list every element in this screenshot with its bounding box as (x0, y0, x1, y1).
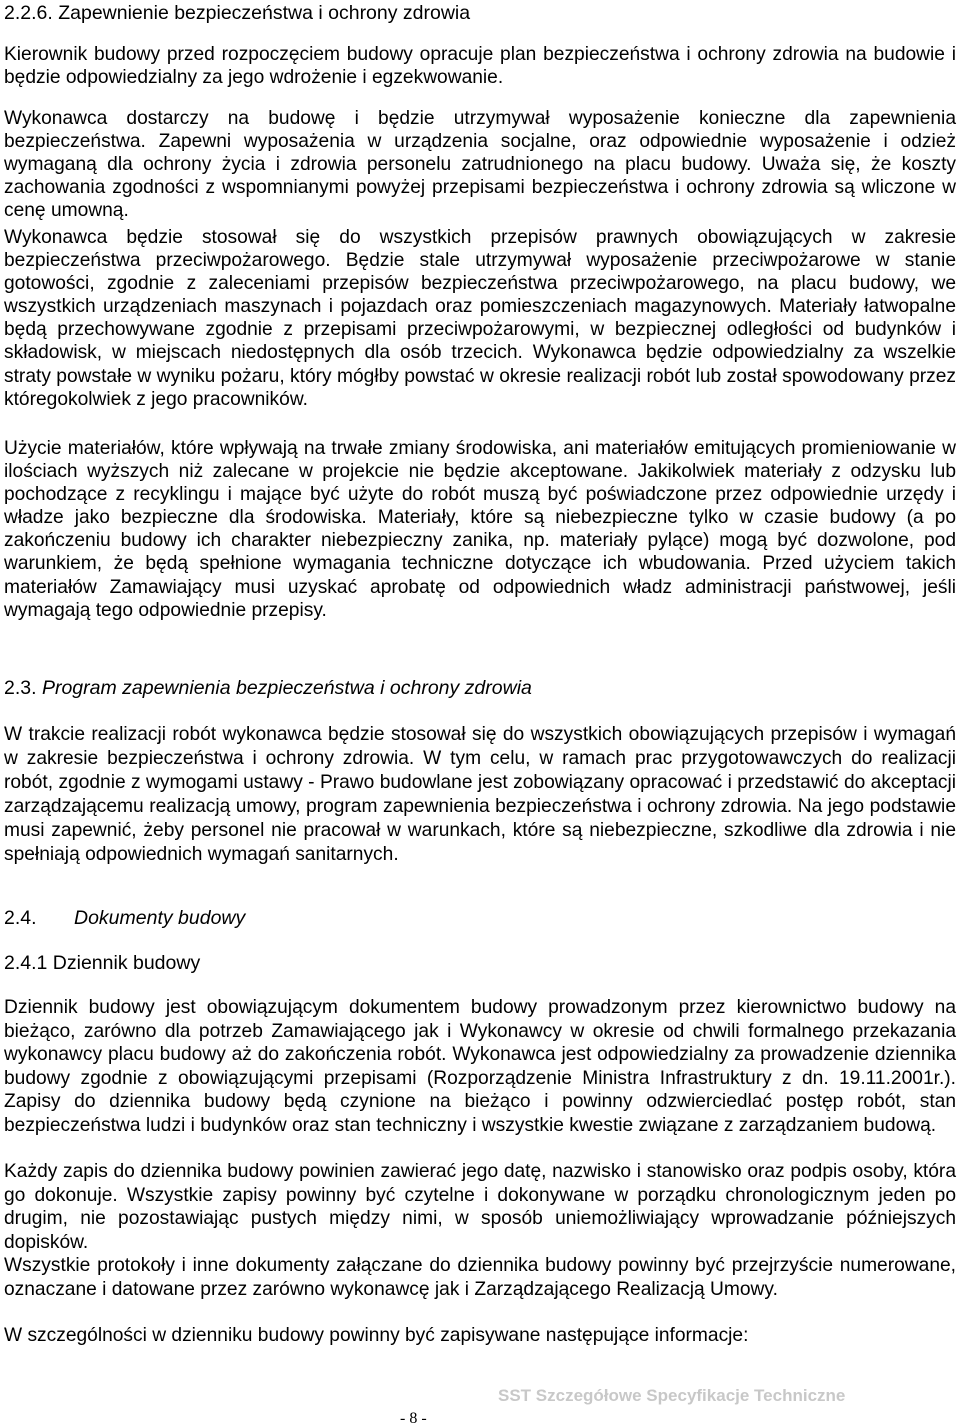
section-heading-2-3 (4, 676, 532, 700)
footer-spec-title: SST Szczegółowe Specyfikacje Techniczne (498, 1386, 846, 1405)
paragraph: W szczególności w dzienniku budowy powinny być zapisywane następujące informacje: (4, 1325, 749, 1346)
section-title: Dokumenty budowy (74, 907, 246, 929)
paragraph: Użycie materiałów, które wpływają na trwałe zmiany środowiska, ani materiałów emitujących promieniowanie w ilościach wyższych niż zalecane w projekcie nie będzie akceptowane. Jakikolwiek materiały z odzysku lub pochodzące z recyklingu i mające być użyte do robót muszą być poświadczone przez odpowiednie urzędy i władze jako bezpieczne dla środowiska. Materiały, które są niebezpieczne tylko w czasie budowy (a po zakończeniu budowy ich charakter niebezpieczny zanika, np. materiały pylące) mogą być dozwolone, pod warunkiem, że będą spełnione wymagania techniczne dotyczące ich wbudowania. Przed użyciem takich materiałów Zamawiający musi uzyskać aprobatę od odpowiednich władz administracji państwowej, jeśli wymagają tego odpowiednie przepisy. (4, 438, 956, 621)
paragraph: W trakcie realizacji robót wykonawca będzie stosował się do wszystkich obowiązujących przepisów i wymagań w zakresie bezpieczeństwa i ochrony zdrowia. W tym celu, w ramach prac przygotowawczych do realizacji robót, zgodnie z wymogami ustawy - Prawo budowlane jest zobowiązany opracować i przedstawić do akceptacji zarządzającemu realizacją umowy, program zapewnienia bezpieczeństwa i ochrony zdrowia. Na jego podstawie musi zapewnić, żeby personel nie pracował w warunkach, które są niebezpieczne, szkodliwe dla zdrowia i nie spełniają odpowiednich wymagań sanitarnych. (4, 724, 956, 865)
section-number: 2.3. (4, 677, 37, 699)
paragraph: Wykonawca będzie stosował się do wszystkich przepisów prawnych obowiązujących w zakresie bezpieczeństwa przeciwpożarowego. Będzie stale utrzymywał wyposażenie przeciwpożarowe w stanie gotowości, zgodnie z zaleceniami przepisów bezpieczeństwa przeciwpożarowego, na placu budowy, we wszystkich urządzeniach maszynach i pojazdach oraz pomieszczeniach magazynowych. Materiały łatwopalne będą przechowywane zgodnie z przepisami przeciwpożarowymi, w bezpiecznej odległości od budynków i składowisk, w miejscach niedostępnych dla osób trzecich. Wykonawca będzie odpowiedzialny za wszelkie straty powstałe w wyniku pożaru, który mógłby powstać w okresie realizacji robót lub został spowodowany przez któregokolwiek z jego pracowników. (4, 227, 956, 410)
page-number: - 8 - (400, 1410, 427, 1427)
paragraph: Wszystkie protokoły i inne dokumenty załączane do dziennika budowy powinny być przejrzyście numerowane, oznaczane i datowane przez zarówno wykonawcę jak i Zarządzającego Realizacją Umowy. (4, 1255, 956, 1300)
paragraph: Kierownik budowy przed rozpoczęciem budowy opracuje plan bezpieczeństwa i ochrony zdrowia na budowie i będzie odpowiedzialny za jego wdrożenie i egzekwowanie. (4, 44, 956, 89)
paragraph: Dziennik budowy jest obowiązującym dokumentem budowy prowadzonym przez kierownictwo budowy na bieżąco, zarówno dla potrzeb Zamawiającego jak i Wykonawcy w okresie od chwili formalnego przekazania wykonawcy placu budowy aż do zakończenia robót. Wykonawca jest odpowiedzialny za prowadzenie dziennika budowy zgodnie z obowiązującymi przepisami (Rozporządzenie Ministra Infrastruktury z dn. 19.11.2001r.). Zapisy do dziennika budowy będą czynione na bieżąco i powinny odzwierciedlać postęp robót, stan bezpieczeństwa ludzi i budynków oraz stan techniczny i wszystkie kwestie związane z zarządzaniem budową. (4, 997, 956, 1136)
section-title: Program zapewnienia bezpieczeństwa i ochrony zdrowia (41, 677, 532, 699)
section-heading-2-2-6 (4, 1, 470, 25)
section-number: 2.2.6. (4, 2, 53, 24)
section-heading-2-4 (4, 906, 245, 930)
paragraph: Każdy zapis do dziennika budowy powinien zawierać jego datę, nazwisko i stanowisko oraz podpis osoby, która go dokonuje. Wszystkie zapisy powinny być czytelne i dokonywane w porządku chronologicznym jeden po drugim, nie pozostawiając pustych między nimi, w sposób uniemożliwiający wprowadzanie późniejszych dopisków. (4, 1161, 956, 1253)
paragraph: Wykonawca dostarczy na budowę i będzie utrzymywał wyposażenie konieczne dla zapewnienia bezpieczeństwa. Zapewni wyposażenia w urządzenia socjalne, oraz odpowiednie wyposażenie i odzież wymaganą dla ochrony życia i zdrowia personelu zatrudnionego na placu budowy. Uważa się, że koszty zachowania zgodności z wspomnianymi powyżej przepisami bezpieczeństwa i ochrony zdrowia są wliczone w cenę umowną. (4, 108, 956, 222)
section-heading-2-4-1: 2.4.1 Dziennik budowy (4, 952, 201, 974)
section-title: Zapewnienie bezpieczeństwa i ochrony zdrowia (58, 2, 471, 24)
section-number: 2.4. (4, 907, 37, 929)
